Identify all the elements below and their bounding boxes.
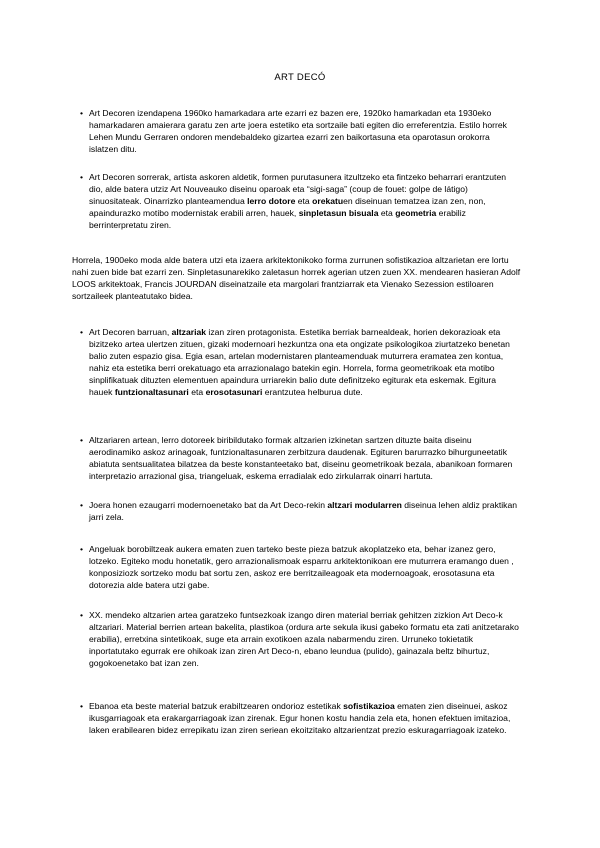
bold-run: sofistikazioa (343, 701, 395, 711)
bullet-text (89, 700, 521, 736)
text-run: izan ziren protagonista. Estetika berriak barnealdeak, horien dekorazioak eta bizitzeko artea ulertzen zituen, gizaki modernoari hezkuntza ona eta ongizate psikologikoa ziurtatzeko benetan balio zuten espazio gisa. Egia esan, artelan modernistaren planteamenduak muturrera eramatea zen kontua, nahiz eta estetika berri orekatuago eta arrazionalago batekin egin. Horrela, forma geometrikoak eta motibo sinplifikatuak dituzten elementuen apaindura urriarekin balio dute definitzeko egiturak eta eskemak. Egitura hauek (89, 327, 510, 398)
text-run: XX. mendeko altzarien artea garatzeko funtsezkoak izango diren material berriak gehitzen zizkion Art Deco-k altzariari. Material berrien artean bakelita, plastikoa (ordura arte sekula ikusi gabeko formatu eta zati anitzetarako erabilia), erretxina sintetikoak, suge eta arrain exotikoen azala nabarmendu ziren. Urruneko tokietatik inportatutako egurrak ere ohikoak izan ziren Art Deco-n, ebano leundua (pulido), gainazala beltz bihurtuz, gogokoenetako bat izan zen. (89, 610, 519, 669)
text-run: Art Decoren izendapena 1960ko hamarkadara arte ezarri ez bazen ere, 1920ko hamarkadan eta 1930eko hamarkadaren amaierara garatu zen arte joera estetiko eta sortzaile bati egiten dio erreferentzia. Estilo horrek Lehen Mundu Gerraren ondoren mendebaldeko gizartea ezarri zen baikortasuna eta oparotasun orokorra islatzen ditu. (89, 108, 507, 155)
bullet-s1-0 (80, 107, 514, 155)
bold-run: lerro dotore (247, 196, 296, 207)
bullet-text (89, 609, 521, 669)
bullet-dot: • (80, 172, 84, 182)
text-run: diseinua lehen aldiz praktikan jarri zela. (89, 500, 518, 523)
bullet-s2-2 (80, 499, 521, 523)
text-run: eta (295, 196, 313, 207)
text-run: eta (378, 208, 396, 219)
bold-run: funtzionaltasunari (114, 387, 189, 398)
text-run: eta (188, 387, 206, 398)
bullet-dot: • (80, 544, 84, 554)
bullet-dot: • (80, 610, 84, 620)
text-run: erabiliz berrinterpretatu ziren. (89, 208, 466, 231)
bullet-s1-1 (80, 171, 514, 231)
text-run: Art Decoren sorrerak, artista askoren aldetik, formen purutasunera itzultzeko eta fintzeko beharrari erantzuten dio, alde batera utziz Art Nouveauko diseinu oparoak eta “sigi-saga” (coup de fouet: golpe de látigo) sinuositateak. Oinarrizko planteamendua (89, 172, 507, 207)
bullet-s2-5 (80, 700, 521, 736)
bullet-s2-3 (80, 543, 521, 591)
bullet-text (89, 326, 521, 399)
bullet-dot: • (80, 327, 84, 337)
text-run: erantzutea helburua dute. (262, 387, 363, 398)
text-run: Art Decoren barruan, (89, 327, 172, 337)
bullet-text (89, 499, 521, 523)
paragraph-text: Horrela, 1900eko moda alde batera utzi eta izaera arkitektonikoko forma zurrunen sofistikazioa altzarietan ere lortu nahi zuen bide bat ezarri zen. Sinpletasunarekiko zaletasun horrek agerian utzen zuen XX. mendearen hasieran Adolf LOOS arkitektoak, Francis JOURDAN diseinatzaile eta margolari frantziarrak eta Vienako Sezession estiloaren sortzaileek planteatutako bidea. (72, 255, 521, 302)
bullet-text (89, 434, 521, 482)
text-run: Ebanoa eta beste material batzuk erabiltzearen ondorioz estetikak (89, 701, 344, 711)
bullet-s2-0 (80, 326, 521, 399)
text-run: Altzariaren artean, lerro dotoreek biribildutako formak altzarien izkinetan sartzen dituzte baita diseinu aerodinamiko askoz arinagoak, funtzionaltasunaren zerbitzura daudenak. Egituren barurrazko bihurguneetatik abiatuta sentsualitatea bilatzea da beste konstanteetako bat, diseinu geometrikoak bezala, abanikoan formaren interpretazio arrazional gisa, triangeluak, eskema erradialak edo zirkularrak oinarri hartuta. (89, 435, 513, 482)
bold-run: geometria (395, 208, 437, 219)
bullet-text (89, 171, 514, 231)
intro-paragraph (72, 254, 522, 302)
bullet-dot: • (80, 701, 84, 711)
bullet-dot: • (80, 500, 84, 510)
bullet-text (89, 107, 514, 155)
bullet-dot: • (80, 435, 84, 445)
text-run: en diseinuan tematzea izan zen, non, apaindurazko motibo modernistak erabili arren, hauek, (89, 196, 486, 219)
bold-run: erosotasunari (205, 387, 263, 398)
text-run: Joera honen ezaugarri modernoenetako bat da Art Deco-rekin (89, 500, 328, 510)
text-run: Angeluak borobiltzeak aukera ematen zuen tarteko beste pieza batzuk akoplatzeko eta, behar izanez gero, lotzeko. Egiteko modu honetatik, gero arrazionalismoak esparru arkitektonikoan ere muturrera eramango duen , konposiziozk sortzeko modu bat sortu zen, askoz ere berritzaileagoak eta modernoagoak, erosotasuna eta dotorezia alde batera utzi gabe. (89, 544, 514, 591)
bold-run: altzari modularren (327, 500, 402, 510)
page-title: ART DECÓ (274, 72, 326, 83)
bold-run: sinpletasun bisuala (298, 208, 379, 219)
bullet-s2-4 (80, 609, 521, 669)
text-run: ematen zien diseinuei, askoz ikusgarriagoak eta erakargarriagoak izan zirenak. Egur honen kostu handia zela eta, honen efektuen imitazioa, laken erabilearen bidez errepikatu izan ziren seriean ekoitzitako altzarientzat prezio eskuragarriagoak izateko. (89, 701, 511, 736)
bullet-text (89, 543, 521, 591)
bold-run: altzariak (171, 327, 207, 337)
bullet-s2-1 (80, 434, 521, 482)
bullet-dot: • (80, 108, 84, 118)
bold-run: orekatu (312, 196, 344, 207)
